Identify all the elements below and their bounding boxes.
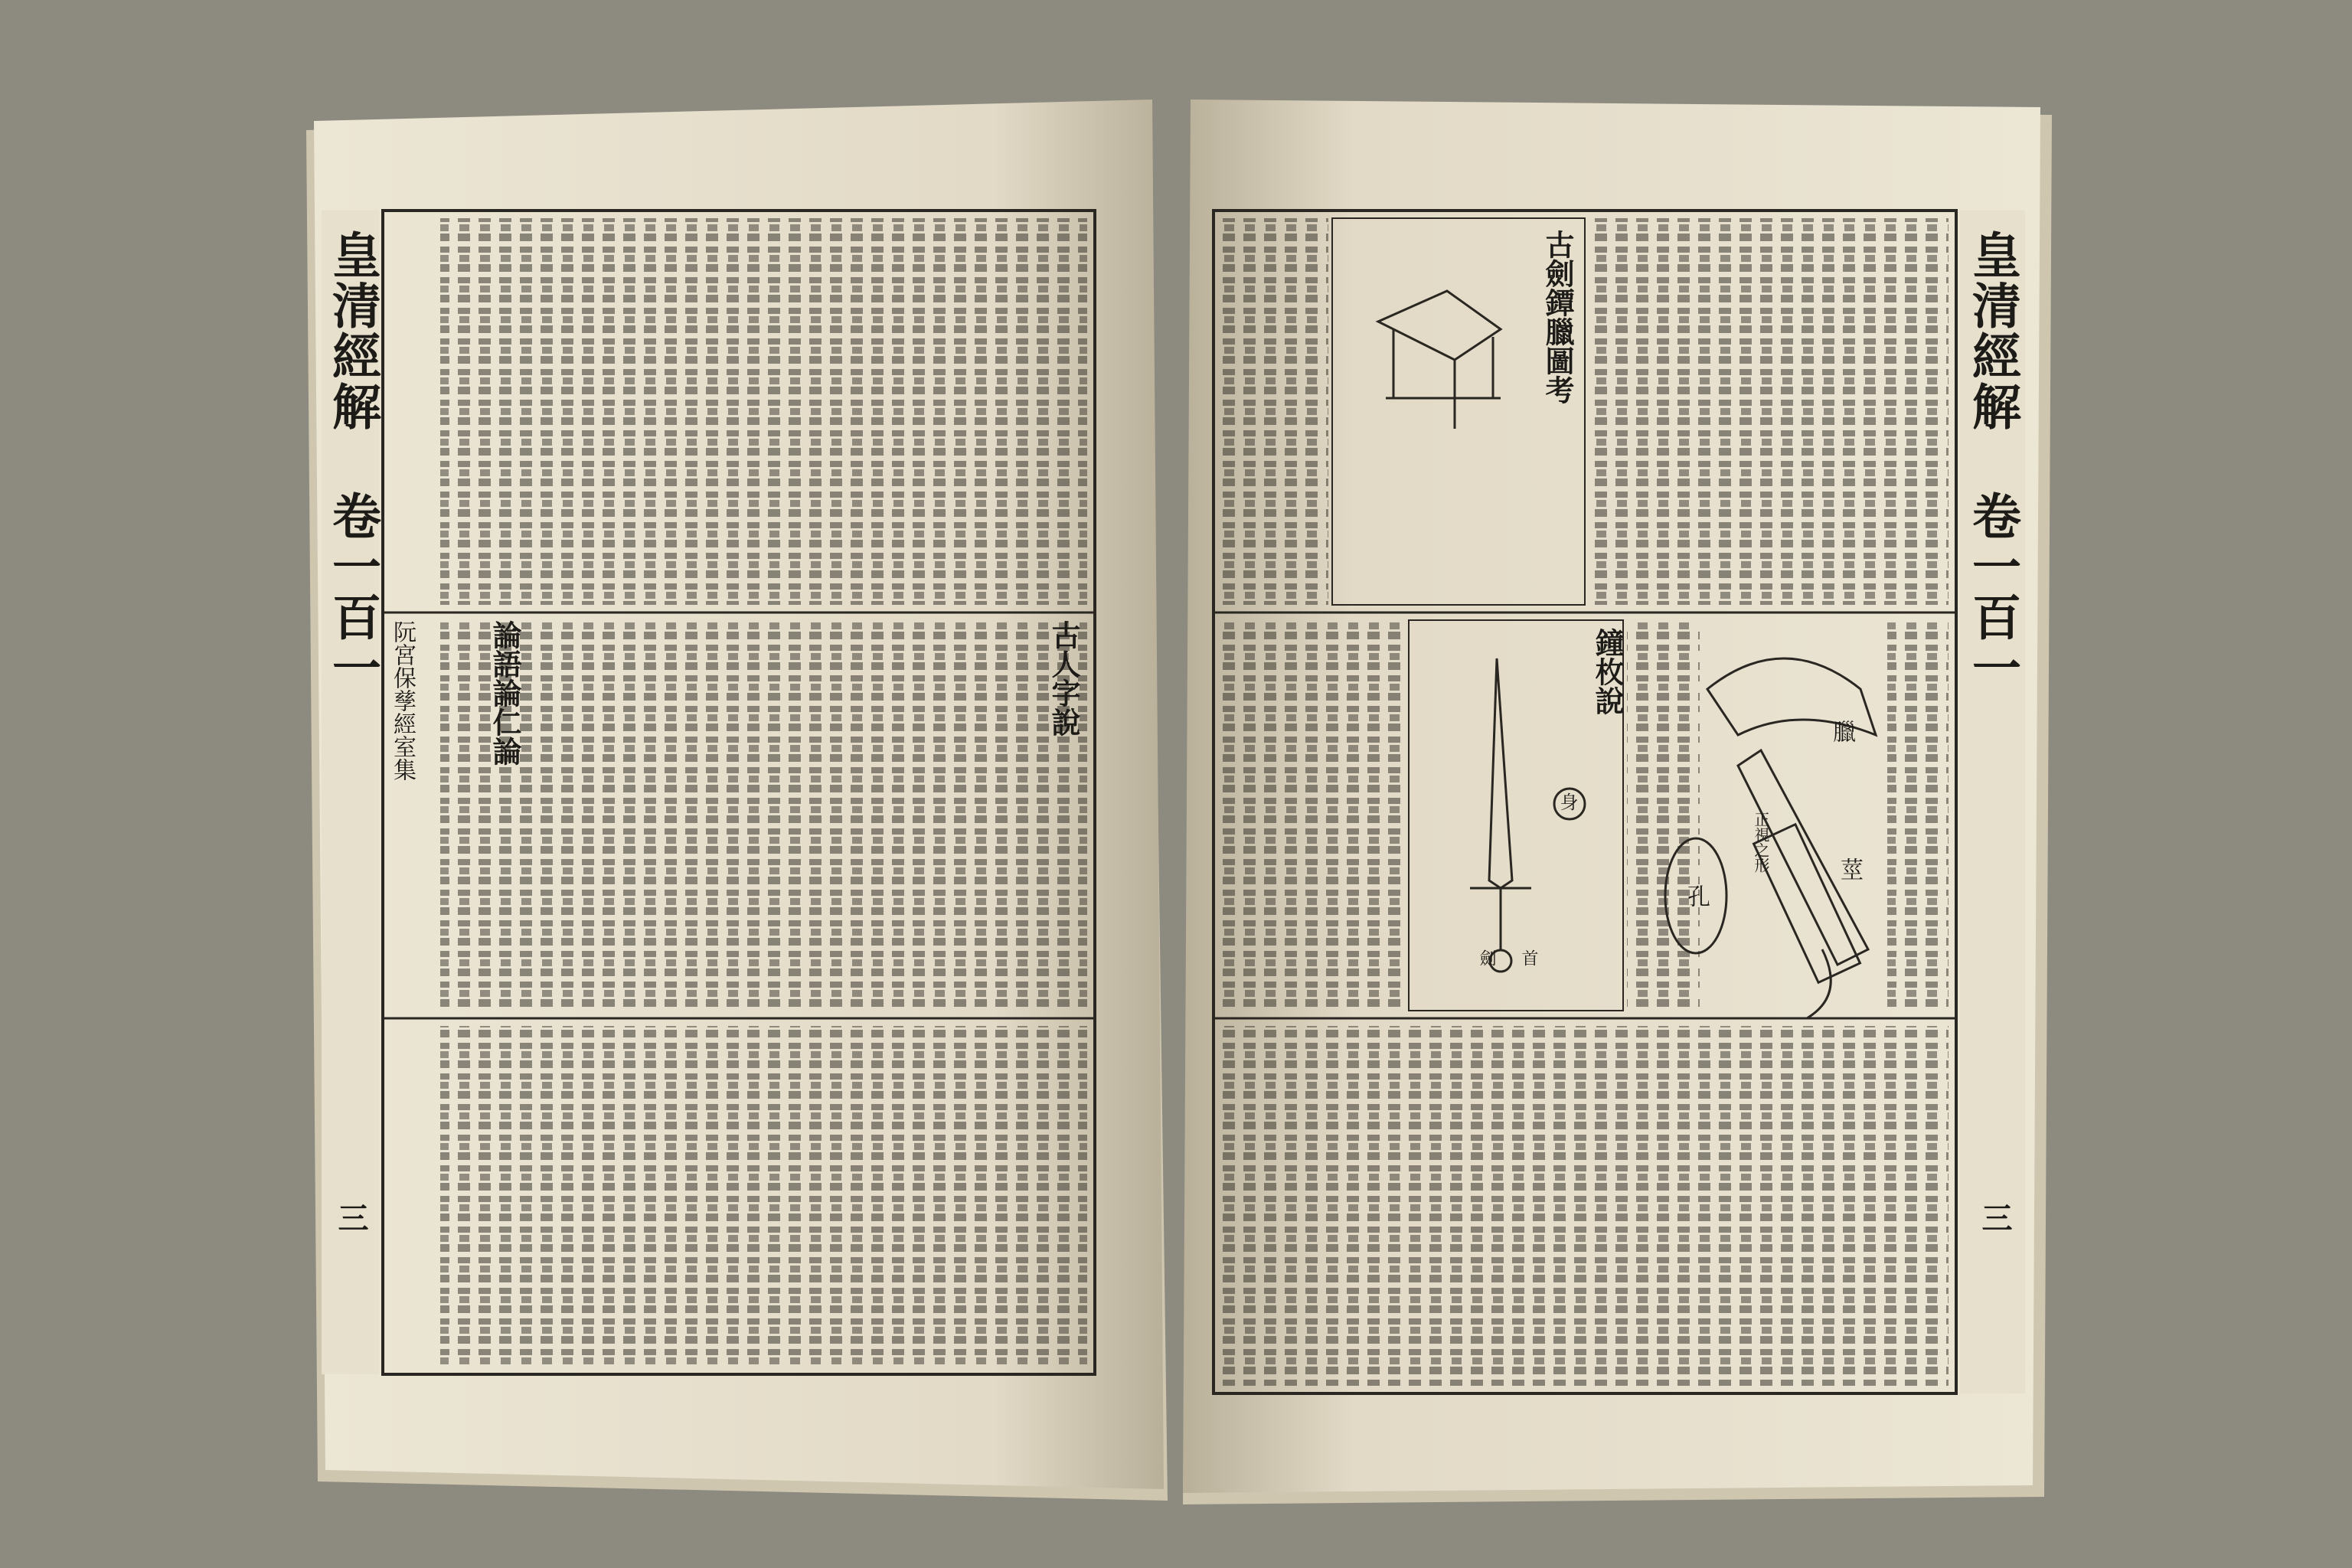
right-section-title-1: 古劍鐔臘圖考 <box>1540 230 1575 404</box>
diagram-label-ruler: 正視之形 <box>1752 812 1770 873</box>
right-section-title-2: 鐘枚說 <box>1590 628 1625 715</box>
diagram-label-la: 臘 <box>1828 720 1855 743</box>
left-text-block-2 <box>440 620 1087 1011</box>
right-text-block-1a <box>1589 218 1949 605</box>
right-text-block-1b <box>1221 218 1328 605</box>
diagram-label-shou: 首 <box>1519 949 1538 966</box>
right-text-block-2c <box>1221 620 1405 1011</box>
left-collection-label: 阮宮保孳經室集 <box>389 620 416 781</box>
right-running-head: 皇清經解 卷一百一 <box>1964 230 2021 693</box>
right-text-block-2a <box>1887 620 1949 1011</box>
right-page-number: 三 <box>1977 1202 2013 1233</box>
left-running-head: 皇清經解 卷一百一 <box>324 230 381 693</box>
right-text-block-3 <box>1221 1026 1949 1386</box>
left-section-title-1: 古人字說 <box>1047 620 1081 737</box>
diagram-label-shen: 身 <box>1557 792 1578 811</box>
left-text-block-1 <box>440 218 1087 605</box>
diagram-label-kong: 孔 <box>1683 884 1710 907</box>
left-text-block-3 <box>440 1026 1087 1367</box>
left-section-title-2: 論語論仁論 <box>488 620 522 766</box>
left-page-number: 三 <box>333 1202 369 1233</box>
diagram-label-jian: 劍 <box>1477 949 1496 966</box>
diagram-label-jing: 莖 <box>1836 858 1863 880</box>
